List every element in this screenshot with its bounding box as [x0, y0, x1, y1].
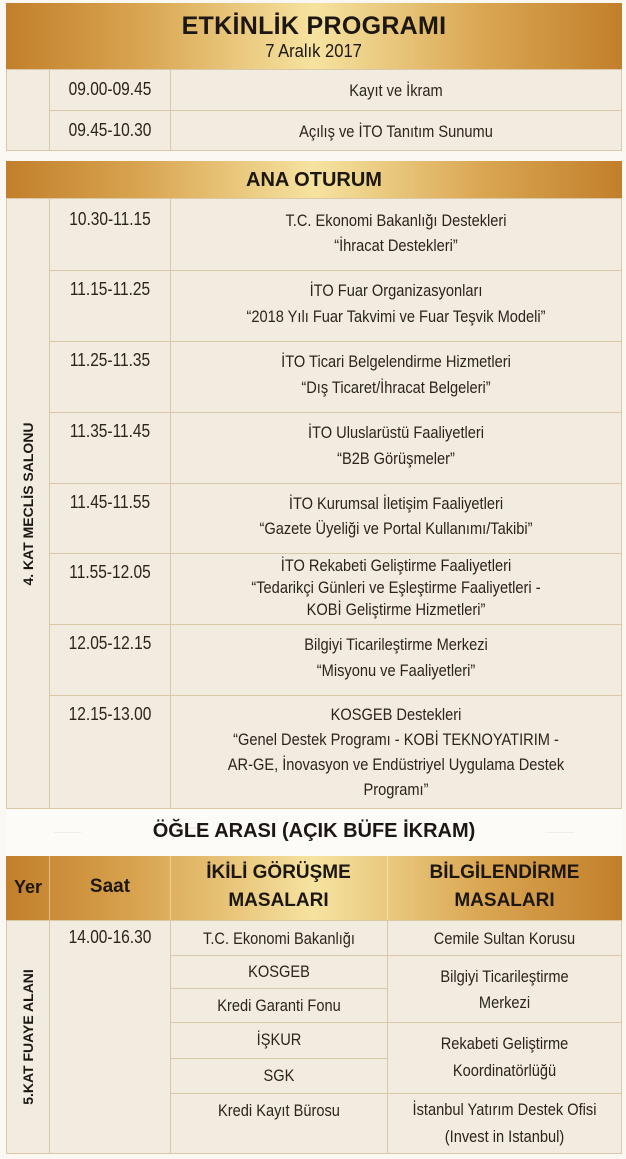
bilateral-item-2: KOSGEB [170, 955, 388, 989]
program-date: 7 Aralık 2017 [265, 41, 363, 61]
session-row-2-content: İTO Fuar Organizasyonları “2018 Yılı Fuar Takvimi ve Fuar Teşvik Modeli” [170, 270, 622, 342]
session-row-7-time: 12.05-12.15 [49, 624, 171, 696]
header-bilateral: İKİLİ GÖRÜŞME MASALARI [206, 862, 351, 911]
opening-row-2-time: 09.45-10.30 [49, 110, 171, 151]
session-row-1-time: 10.30-11.15 [49, 198, 171, 271]
opening-row-2-title: Açılış ve İTO Tanıtım Sunumu [170, 110, 622, 151]
program-header [6, 3, 622, 69]
bilateral-item-3: Kredi Garanti Fonu [170, 988, 388, 1023]
lunch-break-title: ÖĞLE ARASI (AÇIK BÜFE İKRAM) [152, 820, 476, 842]
afternoon-location-cell [6, 920, 50, 1154]
header-place: Yer [13, 877, 43, 897]
bilateral-item-1: T.C. Ekonomi Bakanlığı [170, 920, 388, 956]
session-row-8-content: KOSGEB Destekleri “Genel Destek Programı - KOBİ TEKNOYATIRIM - AR-GE, İnovasyon ve Endüstriyel Uygulama Destek Programı” [170, 695, 622, 809]
header-info: BİLGİLENDİRME MASALARI [429, 862, 580, 911]
info-item-4: İstanbul Yatırım Destek Ofisi (Invest in Istanbul) [387, 1093, 622, 1154]
main-session-location-label: 4. KAT MECLİS SALONU [20, 421, 36, 586]
opening-location-cell [6, 69, 50, 151]
main-session-title: ANA OTURUM [246, 168, 382, 191]
session-row-8-time: 12.15-13.00 [49, 695, 171, 809]
opening-row-1-time: 09.00-09.45 [49, 69, 171, 111]
info-item-3: Rekabeti Geliştirme Koordinatörlüğü [387, 1022, 622, 1094]
bilateral-item-5: SGK [170, 1058, 388, 1094]
session-row-3-time: 11.25-11.35 [49, 341, 171, 413]
info-item-1: Cemile Sultan Korusu [387, 920, 622, 956]
session-row-4-time: 11.35-11.45 [49, 412, 171, 484]
program-title: ETKİNLİK PROGRAMI [181, 12, 447, 40]
bilateral-item-6: Kredi Kayıt Bürosu [170, 1093, 388, 1154]
session-row-7-content: Bilgiyi Ticarileştirme Merkezi “Misyonu ve Faaliyetleri” [170, 624, 622, 696]
afternoon-location-label: 5.KAT FUAYE ALANI [20, 969, 36, 1105]
main-session-location-cell [6, 198, 50, 809]
lunch-break-band [6, 809, 622, 856]
afternoon-time-cell: 14.00-16.30 [49, 920, 171, 1154]
session-row-4-content: İTO Uluslarüstü Faaliyetleri “B2B Görüşmeler” [170, 412, 622, 484]
opening-row-1-title: Kayıt ve İkram [170, 69, 622, 111]
session-row-5-content: İTO Kurumsal İletişim Faaliyetleri “Gazete Üyeliği ve Portal Kullanımı/Takibi” [170, 483, 622, 554]
info-item-2: Bilgiyi Ticarileştirme Merkezi [387, 955, 622, 1023]
session-row-6-time: 11.55-12.05 [49, 553, 171, 625]
session-row-5-time: 11.45-11.55 [49, 483, 171, 554]
header-time: Saat [89, 876, 131, 897]
session-row-1-content: T.C. Ekonomi Bakanlığı Destekleri “İhracat Destekleri” [170, 198, 622, 271]
session-row-3-content: İTO Ticari Belgelendirme Hizmetleri “Dış Ticaret/İhracat Belgeleri” [170, 341, 622, 413]
session-row-2-time: 11.15-11.25 [49, 270, 171, 342]
bilateral-item-4: İŞKUR [170, 1022, 388, 1059]
session-row-6-content: İTO Rekabeti Geliştirme Faaliyetleri “Tedarikçi Günleri ve Eşleştirme Faaliyetleri - KOBİ Geliştirme Hizmetleri” [170, 553, 622, 625]
main-session-header [6, 161, 622, 199]
